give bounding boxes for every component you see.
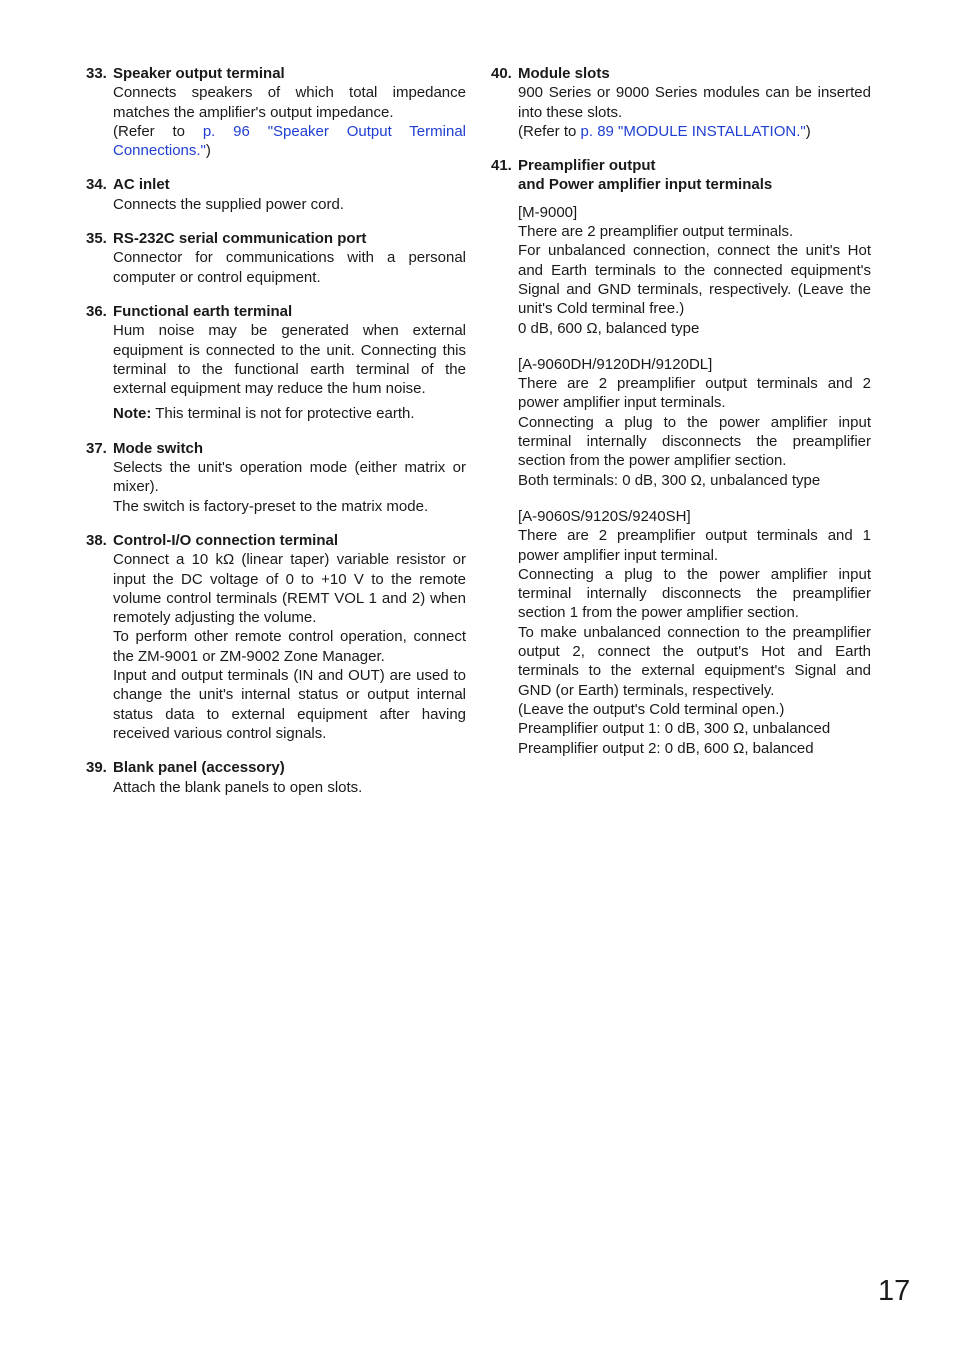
item-number: 38. [86, 531, 107, 549]
item-number: 34. [86, 176, 107, 194]
item-40-module-slots [491, 64, 871, 141]
page-reference-link[interactable]: p. 96 "Speaker Output Terminal Connections." [113, 122, 466, 160]
item-number: 33. [86, 65, 107, 82]
item-title: Speaker output terminal [113, 65, 285, 82]
item-text: Connects the supplied power cord. [113, 195, 344, 213]
item-35 [86, 229, 466, 287]
item-text: Attach the blank panels to open slots. [113, 778, 363, 796]
item-text: There are 2 preamplifier output terminals and 2 power amplifier input terminals. [518, 375, 871, 412]
item-text: Input and output terminals (IN and OUT) are used to change the unit's internal status or output internal status data to external equipment after having received various control signals. [113, 667, 466, 742]
item-41-preamplifier-output [491, 156, 871, 758]
item-text: There are 2 preamplifier output terminals and 1 power amplifier input terminal. [518, 527, 871, 564]
item-title: Control-I/O connection terminal [113, 531, 339, 549]
item-text: Preamplifier output 1: 0 dB, 300 Ω, unbalanced [518, 720, 831, 738]
item-36 [86, 302, 466, 424]
page-reference-link[interactable]: p. 89 "MODULE INSTALLATION." [580, 122, 806, 140]
model-subsection [518, 203, 871, 338]
item-text: Connect a 10 kΩ (linear taper) variable resistor or input the DC voltage of 0 to +10 V to the remote volume control terminals (REMT VOL 1 and 2) when remotely adjusting the volume. [113, 551, 466, 627]
item-heading [491, 64, 871, 83]
item-text: (Leave the output's Cold terminal open.) [518, 700, 785, 718]
item-text: There are 2 preamplifier output terminals. [518, 223, 794, 241]
item-title: Functional earth terminal [113, 302, 293, 320]
right-column [491, 64, 871, 773]
item-number: 39. [86, 759, 107, 777]
item-heading [86, 229, 466, 248]
item-33 [86, 64, 466, 160]
item-text: To make unbalanced connection to the preamplifier output 2, connect the output's Hot and Earth terminals to the external equipment's Signal and GND (or Earth) terminals, respectively. [518, 623, 871, 699]
item-number: 37. [86, 439, 107, 457]
item-number: 36. [86, 302, 107, 320]
item-number: 35. [86, 230, 107, 248]
item-title: RS-232C serial communication port [113, 230, 367, 248]
item-text: To perform other remote control operation, connect the ZM-9001 or ZM-9002 Zone Manager. [113, 628, 466, 665]
note [113, 404, 466, 423]
item-text: Selects the unit's operation mode (either matrix or mixer). [113, 459, 466, 496]
item-heading [491, 156, 871, 195]
model-heading: [A-9060DH/9120DH/9120DL] [518, 355, 713, 373]
item-text: Both terminals: 0 dB, 300 Ω, unbalanced type [518, 471, 821, 489]
item-title: Blank panel (accessory) [113, 759, 285, 777]
model-subsection [518, 507, 871, 758]
item-text: Connector for communications with a personal computer or control equipment. [113, 249, 466, 286]
item-heading [86, 64, 466, 83]
item-number: 41. [491, 157, 512, 175]
model-heading: [M-9000] [518, 203, 578, 221]
item-title: Preamplifier output [518, 157, 656, 175]
item-34 [86, 175, 466, 214]
item-text: 0 dB, 600 Ω, balanced type [518, 319, 700, 337]
item-text: Connects speakers of which total impedance matches the amplifier's output impedance. [113, 84, 466, 121]
item-title-line2: and Power amplifier input terminals [518, 176, 773, 194]
left-column [86, 64, 466, 812]
item-title: Module slots [518, 65, 610, 82]
item-heading [86, 758, 466, 777]
note-label: Note: [113, 405, 152, 423]
item-heading [86, 302, 466, 321]
item-heading [86, 175, 466, 194]
item-title: AC inlet [113, 176, 170, 194]
item-text-reference: (Refer to p. 89 "MODULE INSTALLATION.") [518, 122, 811, 140]
item-37 [86, 439, 466, 516]
item-text: Connecting a plug to the power amplifier input terminal internally disconnects the preamplifier section from the power amplifier section. [518, 413, 871, 470]
model-heading: [A-9060S/9120S/9240SH] [518, 507, 691, 525]
page-number: 17 [878, 1275, 911, 1307]
item-text: For unbalanced connection, connect the unit's Hot and Earth terminals to the connected equipment's Signal and GND terminals, respectively. (Leave the unit's Cold terminal free.) [518, 242, 871, 318]
model-subsection [518, 355, 871, 490]
item-text: (Refer to p. 96 "Speaker Output Terminal Connections.") [113, 122, 466, 160]
item-text: Preamplifier output 2: 0 dB, 600 Ω, balanced [518, 739, 814, 757]
item-title: Mode switch [113, 439, 204, 457]
item-39 [86, 758, 466, 797]
item-38 [86, 531, 466, 743]
item-text: 900 Series or 9000 Series modules can be inserted into these slots. [518, 84, 871, 121]
item-heading [86, 439, 466, 458]
item-heading [86, 531, 466, 550]
item-text: The switch is factory-preset to the matrix mode. [113, 497, 429, 515]
item-number: 40. [491, 65, 512, 82]
note-text: This terminal is not for protective earth. [151, 405, 415, 423]
item-text: Connecting a plug to the power amplifier input terminal internally disconnects the preamplifier section 1 from the power amplifier section. [518, 565, 871, 622]
item-text: Hum noise may be generated when external equipment is connected to the unit. Connecting this terminal to the functional earth terminal of the external equipment may reduce the hum noise. [113, 322, 466, 398]
